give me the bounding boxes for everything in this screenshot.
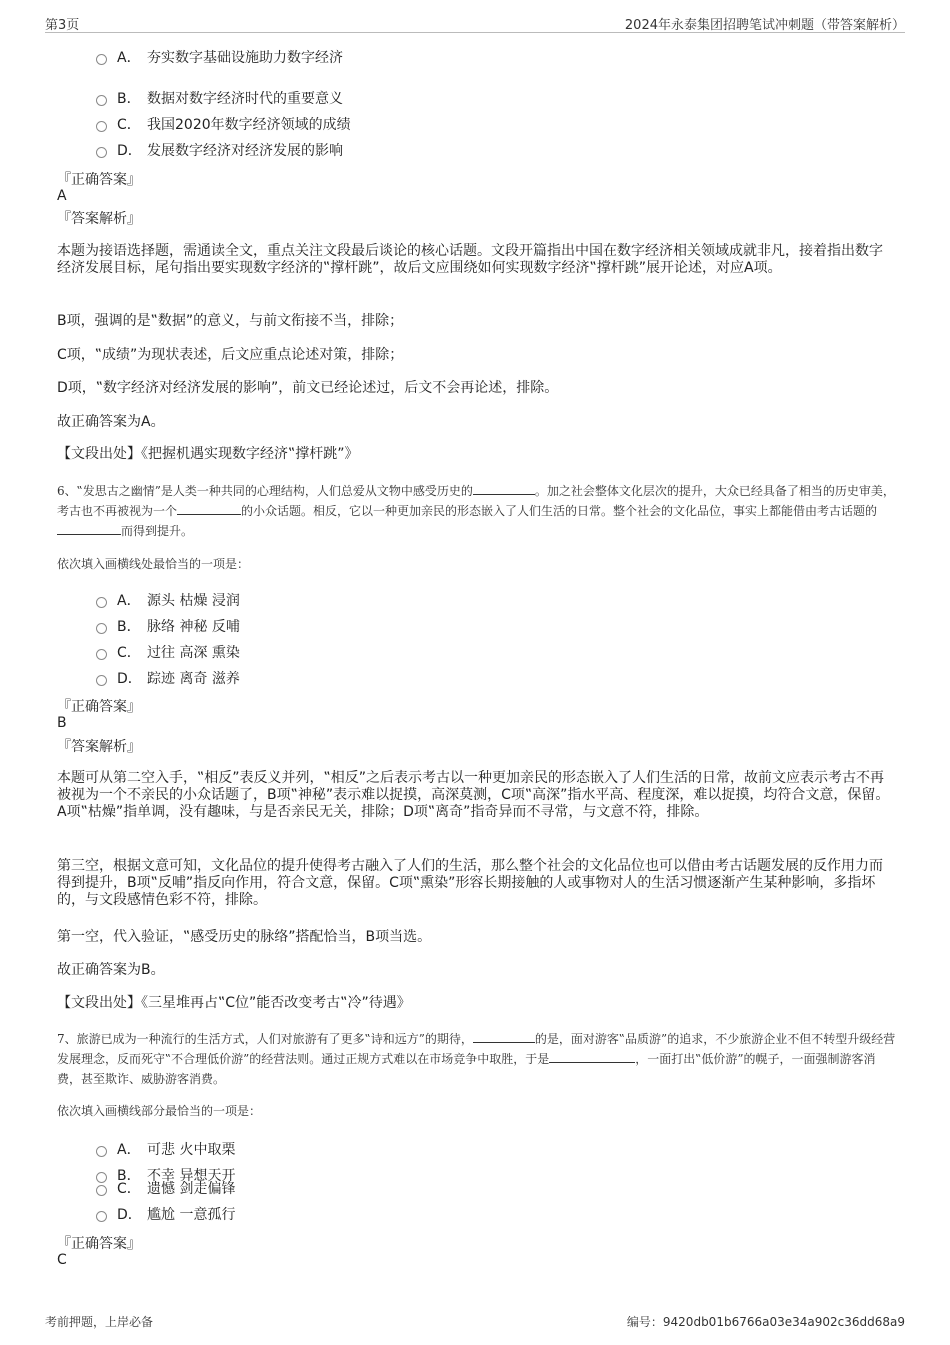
option-letter: C．	[117, 645, 141, 661]
q7-option-c[interactable]	[96, 1178, 235, 1198]
page-number: 第3页	[45, 18, 80, 33]
q6-source: 【文段出处】《三星堆再占‟C位”能否改变考古‟冷”待遇》	[57, 995, 411, 1011]
option-text: 源头 枯燥 浸润	[147, 593, 240, 609]
q5-analysis-paragraph: D项，‟数字经济对经济发展的影响”，前文已经论述过，后文不会再论述，排除。	[57, 380, 559, 396]
q7-answer: C	[57, 1252, 67, 1268]
q6-analysis-paragraph: 第三空，根据文意可知，文化品位的提升使得考古融入了人们的生活，那么整个社会的文化品位也可以借由考古话题发展的反作用力而得到提升，B项‟反哺”指反向作用，符合文意，保留。C项‟熏染”形容长期接触的人或事物对人的生活习惯逐渐产生某种影响，多指坏的，与文段感情色彩不符，排除。	[57, 858, 883, 908]
q7-option-a[interactable]	[96, 1139, 235, 1159]
option-text: 遗憾 剑走偏锋	[147, 1181, 236, 1197]
radio-icon[interactable]	[96, 1146, 107, 1157]
radio-icon[interactable]	[96, 1211, 107, 1222]
option-text: 可悲 火中取栗	[147, 1142, 236, 1158]
q7-answer-label: 『正确答案』	[57, 1236, 141, 1252]
q5-option-d[interactable]	[96, 140, 343, 160]
option-letter: A．	[117, 1142, 141, 1158]
option-letter: C．	[117, 1181, 141, 1197]
q6-option-c[interactable]	[96, 642, 240, 662]
radio-icon[interactable]	[96, 121, 107, 132]
option-text: 不幸 异想天开	[147, 1168, 236, 1184]
q5-analysis-paragraph: C项，‟成绩”为现状表述，后文应重点论述对策，排除；	[57, 347, 404, 363]
radio-icon[interactable]	[96, 623, 107, 634]
q6-stem-part: 6、‟发思古之幽情”是人类一种共同的心理结构，人们总爱从文物中感受历史的	[57, 484, 473, 498]
option-letter: C．	[117, 117, 141, 133]
option-text: 尴尬 一意孤行	[147, 1207, 236, 1223]
q6-option-a[interactable]	[96, 590, 240, 610]
q6-stem-part: 。加之社会整体文化层次的提升，大众已经具备了相当的历史审美，考古也不再被视为一个	[57, 484, 895, 518]
q5-analysis-label: 『答案解析』	[57, 211, 141, 227]
footer-slogan: 考前押题，上岸必备	[45, 1315, 154, 1329]
answer-blank	[549, 1050, 635, 1063]
q6-stem-part: 而得到提升。	[121, 524, 194, 538]
footer-code-label: 编号：	[626, 1315, 663, 1329]
radio-icon[interactable]	[96, 147, 107, 158]
option-text: 夯实数字基础设施助力数字经济	[147, 50, 343, 66]
option-letter: B．	[117, 91, 141, 107]
q6-analysis-paragraph: 本题可从第二空入手，‟相反”表反义并列，‟相反”之后表示考古以一种更加亲民的形态嵌入了人们生活的日常，故前文应表示考古不再被视为一个不亲民的小众话题了，B项‟神秘”表示难以捉摸，高深莫测，C项‟高深”指水平高、程度深，难以捉摸，均符合文意，保留。A项‟枯燥”指单调，没有趣味，与是否亲民无关，排除；D项‟离奇”指奇异而不寻常，与文意不符，排除。	[57, 770, 890, 820]
option-text: 我国2020年数字经济领域的成绩	[147, 117, 351, 133]
answer-blank	[57, 522, 121, 535]
q6-stem	[57, 481, 897, 541]
option-text: 发展数字经济对经济发展的影响	[147, 143, 343, 159]
q5-option-c[interactable]	[96, 114, 351, 134]
radio-icon[interactable]	[96, 649, 107, 660]
header-divider	[45, 32, 905, 33]
q7-stem	[57, 1029, 897, 1089]
radio-icon[interactable]	[96, 675, 107, 686]
q6-prompt: 依次填入画横线处最恰当的一项是：	[57, 557, 250, 571]
option-letter: B．	[117, 1168, 141, 1184]
q6-stem-part: 的小众话题。相反，它以一种更加亲民的形态嵌入了人们生活的日常。整个社会的文化品位，事实上都能借由考古话题的	[241, 504, 878, 518]
q6-analysis-paragraph: 第一空，代入验证，‟感受历史的脉络”搭配恰当，B项当选。	[57, 929, 432, 945]
q5-source: 【文段出处】《把握机遇实现数字经济‟撑杆跳”》	[57, 446, 359, 462]
option-letter: A．	[117, 593, 141, 609]
q7-option-d[interactable]	[96, 1204, 235, 1224]
q5-answer-label: 『正确答案』	[57, 172, 141, 188]
q6-answer: B	[57, 715, 67, 731]
radio-icon[interactable]	[96, 1185, 107, 1196]
footer-code-value: 9420db01b6766a03e34a902c36dd68a9	[662, 1315, 905, 1329]
q6-analysis-paragraph: 故正确答案为B。	[57, 962, 165, 978]
option-text: 脉络 神秘 反哺	[147, 619, 240, 635]
q5-analysis-paragraph: 本题为接语选择题，需通读全文，重点关注文段最后谈论的核心话题。文段开篇指出中国在数字经济相关领域成就非凡，接着指出数字经济发展目标，尾句指出要实现数字经济的‟撑杆跳”，故后文应围绕如何实现数字经济‟撑杆跳”展开论述，对应A项。	[57, 243, 883, 276]
q7-stem-part: ，一面打出‟低价游”的幌子，一面强制游客消费，甚至欺诈、威胁游客消费。	[57, 1052, 876, 1086]
q5-analysis-paragraph: 故正确答案为A。	[57, 414, 165, 430]
footer-code	[627, 1313, 905, 1330]
answer-blank	[473, 1030, 535, 1043]
answer-blank	[177, 502, 241, 515]
radio-icon[interactable]	[96, 54, 107, 65]
option-letter: D．	[117, 671, 142, 687]
q7-prompt: 依次填入画横线部分最恰当的一项是：	[57, 1104, 262, 1118]
option-letter: D．	[117, 143, 142, 159]
q5-analysis-paragraph: B项，强调的是‟数据”的意义，与前文衔接不当，排除；	[57, 313, 404, 329]
option-letter: A．	[117, 50, 141, 66]
answer-blank	[473, 482, 535, 495]
radio-icon[interactable]	[96, 597, 107, 608]
q7-stem-part: 的是，面对游客‟品质游”的追求，不少旅游企业不但不转型升级经营发展理念，反而死守‟不合理低价游”的经营法则。通过正规方式难以在市场竞争中取胜，于是	[57, 1032, 896, 1066]
document-title: 2024年永泰集团招聘笔试冲刺题（带答案解析）	[624, 18, 905, 33]
q5-answer: A	[57, 188, 67, 204]
q6-option-d[interactable]	[96, 668, 240, 688]
q5-option-a[interactable]	[96, 47, 343, 67]
option-text: 过往 高深 熏染	[147, 645, 240, 661]
option-text: 数据对数字经济时代的重要意义	[147, 91, 343, 107]
option-letter: D．	[117, 1207, 142, 1223]
q5-option-b[interactable]	[96, 88, 343, 108]
option-letter: B．	[117, 619, 141, 635]
q6-option-b[interactable]	[96, 616, 240, 636]
q6-analysis-label: 『答案解析』	[57, 739, 141, 755]
radio-icon[interactable]	[96, 95, 107, 106]
option-text: 踪迹 离奇 滋养	[147, 671, 240, 687]
q7-stem-part: 7、旅游已成为一种流行的生活方式，人们对旅游有了更多‟诗和远方”的期待，	[57, 1032, 473, 1046]
q6-answer-label: 『正确答案』	[57, 699, 141, 715]
